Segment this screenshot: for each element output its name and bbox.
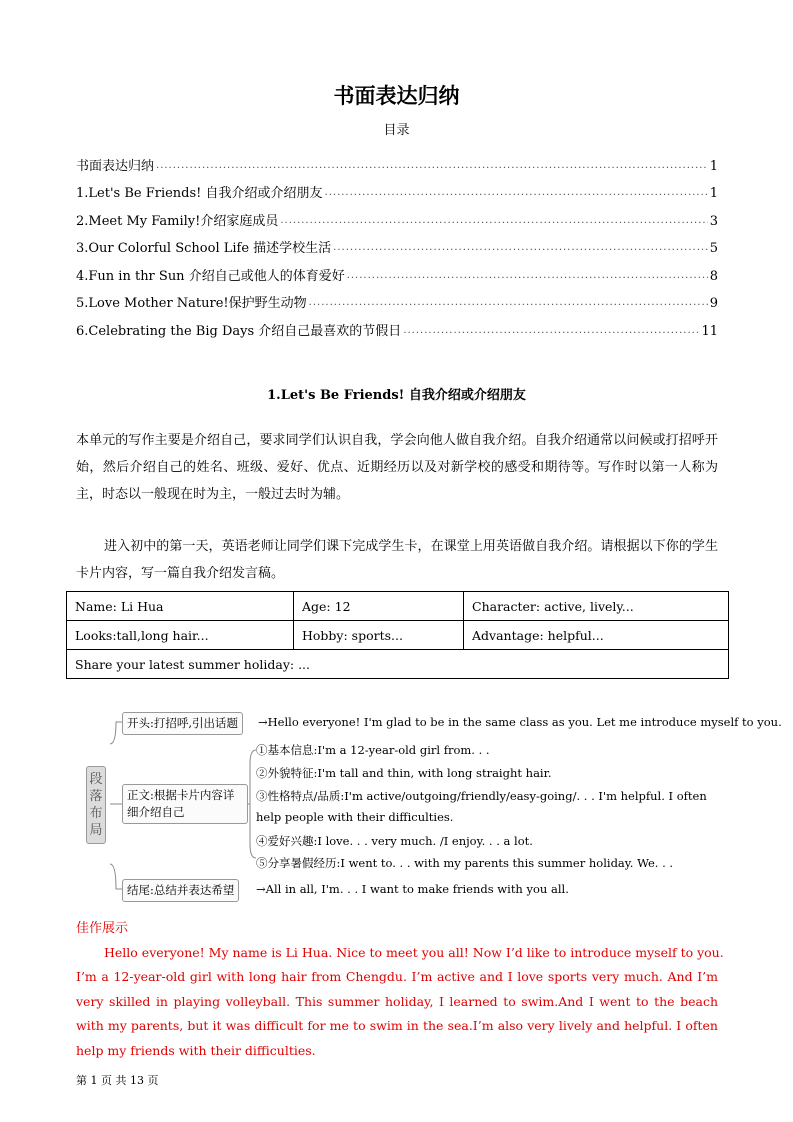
toc-heading: 目录 xyxy=(383,123,410,138)
toc-item-label: 6.Celebrating the Big Days 介绍自己最喜欢的节假日 xyxy=(76,323,402,339)
toc-item[interactable] xyxy=(76,284,718,312)
toc-leader xyxy=(333,240,708,256)
body-line: ③性格特点/品质:I'm active/outgoing/friendly/easy-going/. . . I'm helpful. I often xyxy=(256,789,707,803)
sample-heading: 佳作展示 xyxy=(76,921,129,936)
toc-item[interactable] xyxy=(76,311,718,339)
card-age: Age: 12 xyxy=(294,592,464,621)
side-label: 段落布局 xyxy=(86,766,106,844)
card-looks: Looks:tall,long hair... xyxy=(67,621,294,650)
toc-item-page: 8 xyxy=(709,268,718,284)
card-name: Name: Li Hua xyxy=(67,592,294,621)
student-card-table xyxy=(66,591,729,679)
page-title: 书面表达归纳 xyxy=(333,83,460,108)
toc-leader xyxy=(403,323,699,339)
paragraph-layout-diagram xyxy=(86,704,782,904)
toc-item-page: 11 xyxy=(701,323,718,339)
toc-leader xyxy=(280,213,707,229)
toc-item[interactable] xyxy=(76,256,718,284)
ending-text: →All in all, I'm. . . I want to make friends with you all. xyxy=(256,882,569,896)
toc-item[interactable] xyxy=(76,174,718,202)
toc-item[interactable] xyxy=(76,201,718,229)
toc-item-label: 3.Our Colorful School Life 描述学校生活 xyxy=(76,241,332,256)
card-character: Character: active, lively... xyxy=(464,592,729,621)
toc-item-label: 4.Fun in thr Sun 介绍自己或他人的体育爱好 xyxy=(76,268,345,284)
sample-body: I’m a 12-year-old girl with long hair from Chengdu. I’m active and I love sports very much. And I’m very skilled in playing volleyball. This summer holiday, I learned to swim.And I went to the beach with my parents, but it was difficult for me to swim in the sea.I’m also very lively and helpful. I often help my friends with their difficulties. xyxy=(76,969,718,1058)
toc-item-page: 1 xyxy=(709,158,718,174)
body-line: ⑤分享暑假经历:I went to. . . with my parents this summer holiday. We. . . xyxy=(256,856,674,870)
intro-paragraph: 本单元的写作主要是介绍自己，要求同学们认识自我，学会向他人做自我介绍。自我介绍通常以问候或打招呼开始，然后介绍自己的姓名、班级、爱好、优点、近期经历以及对新学校的感受和期待等。写作时以第一人称为主，时态以一般现在时为主，一般过去时为辅。 xyxy=(76,433,718,502)
toc-leader xyxy=(347,268,708,284)
card-share: Share your latest summer holiday: ... xyxy=(67,650,729,679)
toc-item-label: 书面表达归纳 xyxy=(76,158,155,174)
ending-label: 结尾:总结并表达希望 xyxy=(122,879,239,902)
task-paragraph: 进入初中的第一天，英语老师让同学们课下完成学生卡，在课堂上用英语做自我介绍。请根据以下你的学生卡片内容，写一篇自我介绍发言稿。 xyxy=(76,539,718,581)
body-line: ①基本信息:I'm a 12-year-old girl from. . . xyxy=(256,743,490,757)
toc-item-label: 5.Love Mother Nature!保护野生动物 xyxy=(76,296,307,311)
toc-item[interactable] xyxy=(76,229,718,257)
body-line: ②外貌特征:I'm tall and thin, with long straight hair. xyxy=(256,766,552,780)
body-label: 正文:根据卡片内容详细介绍自己 xyxy=(122,784,248,824)
toc-leader xyxy=(325,185,708,201)
sample-first-line: Hello everyone! My name is Li Hua. Nice to meet you all! Now I’d like to introduce myself to you. xyxy=(104,945,724,960)
page-footer: 第 1 页 共 13 页 xyxy=(76,1074,159,1087)
card-advantage: Advantage: helpful... xyxy=(464,621,729,650)
toc-item-page: 5 xyxy=(709,241,718,256)
table-of-contents xyxy=(76,146,718,339)
toc-item-label: 1.Let's Be Friends! 自我介绍或介绍朋友 xyxy=(76,186,323,201)
toc-item-label: 2.Meet My Family!介绍家庭成员 xyxy=(76,213,279,229)
body-line: ④爱好兴趣:I love. . . very much. /I enjoy. . . a lot. xyxy=(256,834,533,848)
card-hobby: Hobby: sports... xyxy=(294,621,464,650)
toc-item-page: 3 xyxy=(709,213,718,229)
section-title: 1.Let's Be Friends! 自我介绍或介绍朋友 xyxy=(267,388,526,403)
toc-item[interactable] xyxy=(76,146,718,174)
toc-leader xyxy=(309,295,708,311)
toc-leader xyxy=(156,158,708,174)
opening-text: →Hello everyone! I'm glad to be in the same class as you. Let me introduce myself to you. xyxy=(258,715,782,729)
toc-item-page: 9 xyxy=(709,296,718,311)
opening-label: 开头:打招呼,引出话题 xyxy=(122,712,243,735)
toc-item-page: 1 xyxy=(709,186,718,201)
body-line: help people with their difficulties. xyxy=(256,810,454,824)
